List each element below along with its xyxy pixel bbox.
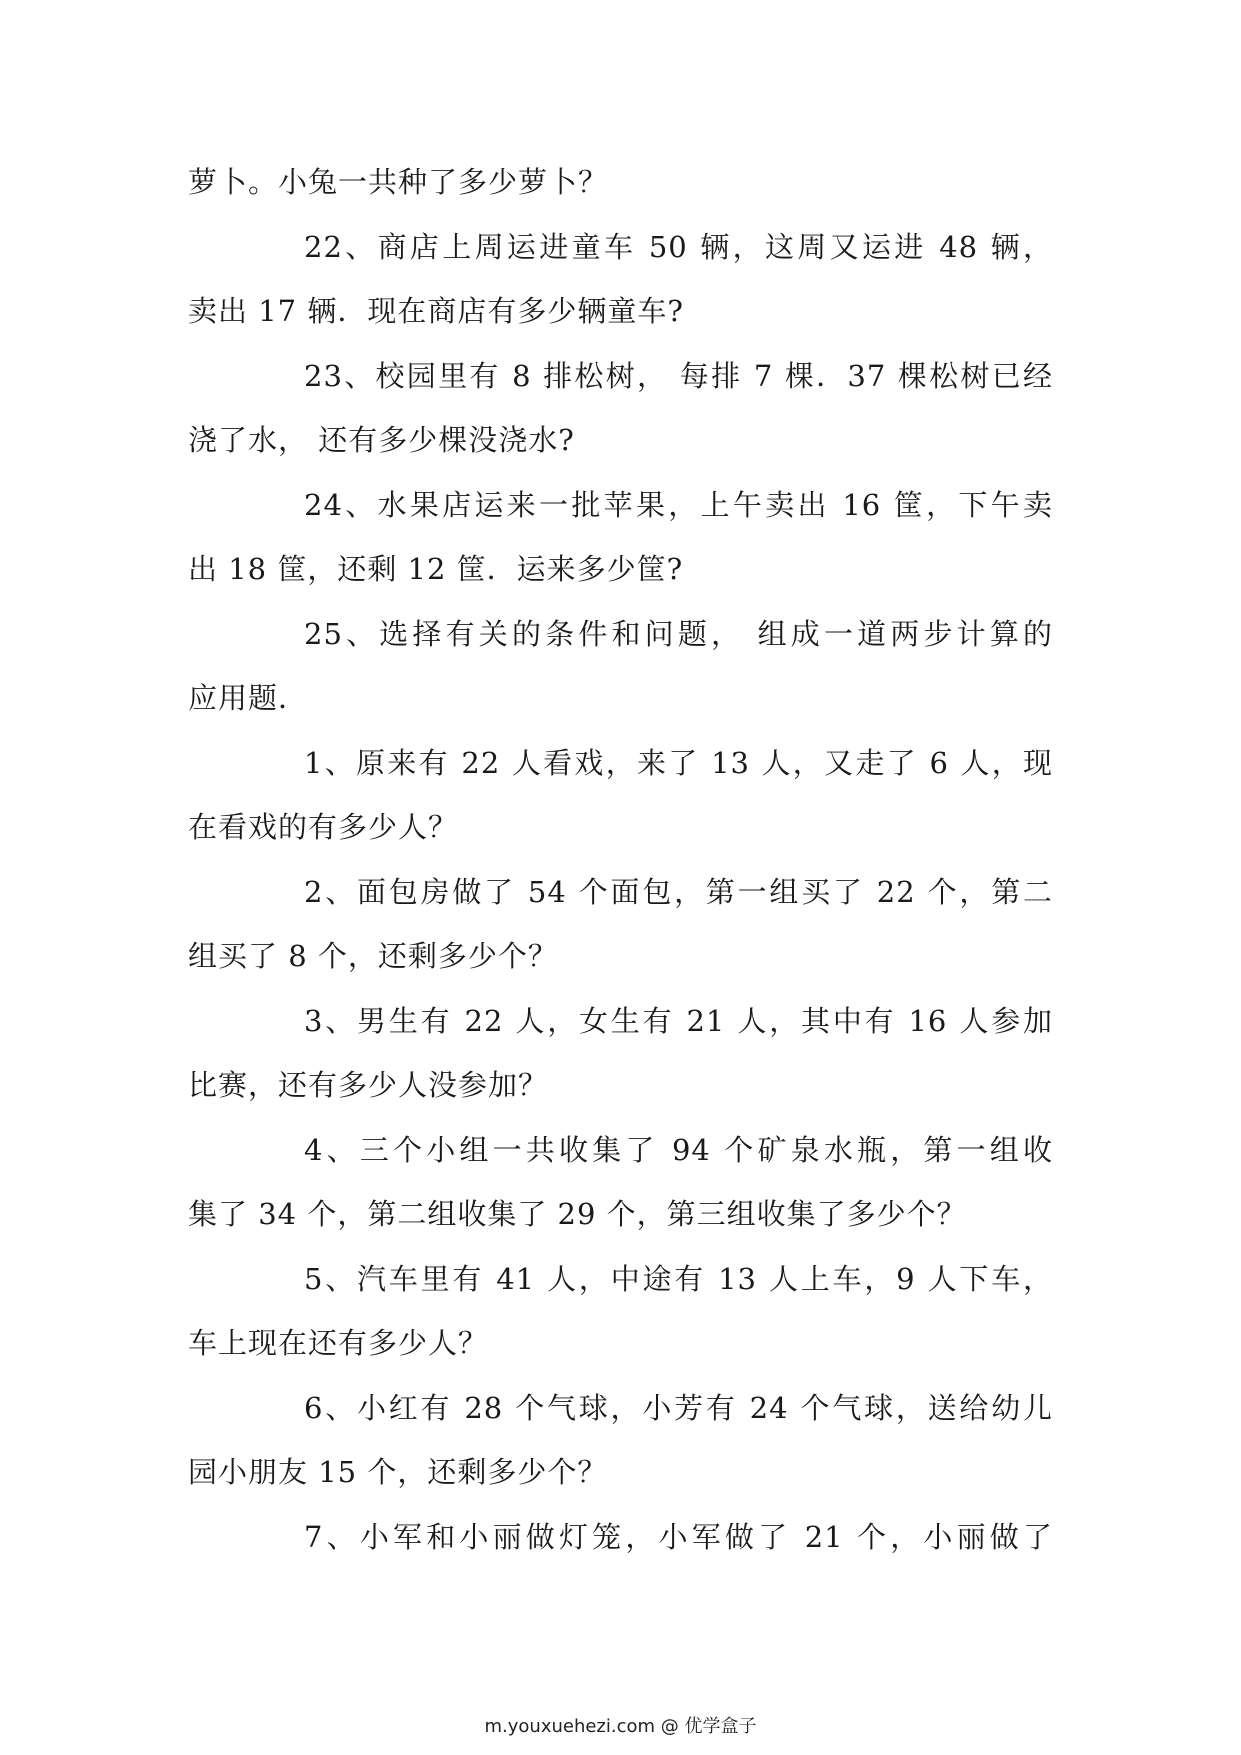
text-line: 萝卜。小兔一共种了多少萝卜？ <box>188 165 609 199</box>
option-6-line-1: 6、小红有 28 个气球，小芳有 24 个气球，送给幼儿 <box>304 1390 1053 1425</box>
option-4-line-2: 集了 34 个，第二组收集了 29 个，第三组收集了多少个？ <box>188 1197 967 1231</box>
option-7-line-1: 7、小军和小丽做灯笼，小军做了 21 个，小丽做了 <box>304 1519 1053 1554</box>
question-25-line-2: 应用题． <box>188 681 309 715</box>
option-1-line-2: 在看戏的有多少人？ <box>188 810 459 844</box>
question-24-line-1: 24、水果店运来一批苹果，上午卖出 16 筐，下午卖 <box>304 487 1053 522</box>
option-3-line-2: 比赛，还有多少人没参加？ <box>188 1068 549 1102</box>
option-2-line-1: 2、面包房做了 54 个面包，第一组买了 22 个，第二 <box>304 874 1053 909</box>
question-23-line-1: 23、校园里有 8 排松树， 每排 7 棵．37 棵松树已经 <box>304 358 1053 393</box>
question-24-line-2: 出 18 筐，还剩 12 筐．运来多少筐? <box>188 552 684 586</box>
option-2-line-2: 组买了 8 个，还剩多少个？ <box>188 939 558 973</box>
question-23-line-2: 浇了水， 还有多少棵没浇水? <box>188 423 575 457</box>
option-1-line-1: 1、原来有 22 人看戏，来了 13 人，又走了 6 人，现 <box>304 745 1053 780</box>
option-6-line-2: 园小朋友 15 个，还剩多少个？ <box>188 1455 608 1489</box>
option-4-line-1: 4、三个小组一共收集了 94 个矿泉水瓶，第一组收 <box>304 1132 1053 1167</box>
footer-watermark: m.youxuehezi.com @ 优学盒子 <box>484 1716 757 1737</box>
document-body <box>188 150 1053 1569</box>
question-25-line-1: 25、选择有关的条件和问题， 组成一道两步计算的 <box>304 616 1053 651</box>
option-5-line-1: 5、汽车里有 41 人，中途有 13 人上车，9 人下车， <box>304 1261 1053 1296</box>
option-3-line-1: 3、男生有 22 人，女生有 21 人，其中有 16 人参加 <box>304 1003 1053 1038</box>
question-22-line-1: 22、商店上周运进童车 50 辆，这周又运进 48 辆， <box>304 229 1053 264</box>
question-22-line-2: 卖出 17 辆．现在商店有多少辆童车? <box>188 294 684 328</box>
option-5-line-2: 车上现在还有多少人？ <box>188 1326 489 1360</box>
